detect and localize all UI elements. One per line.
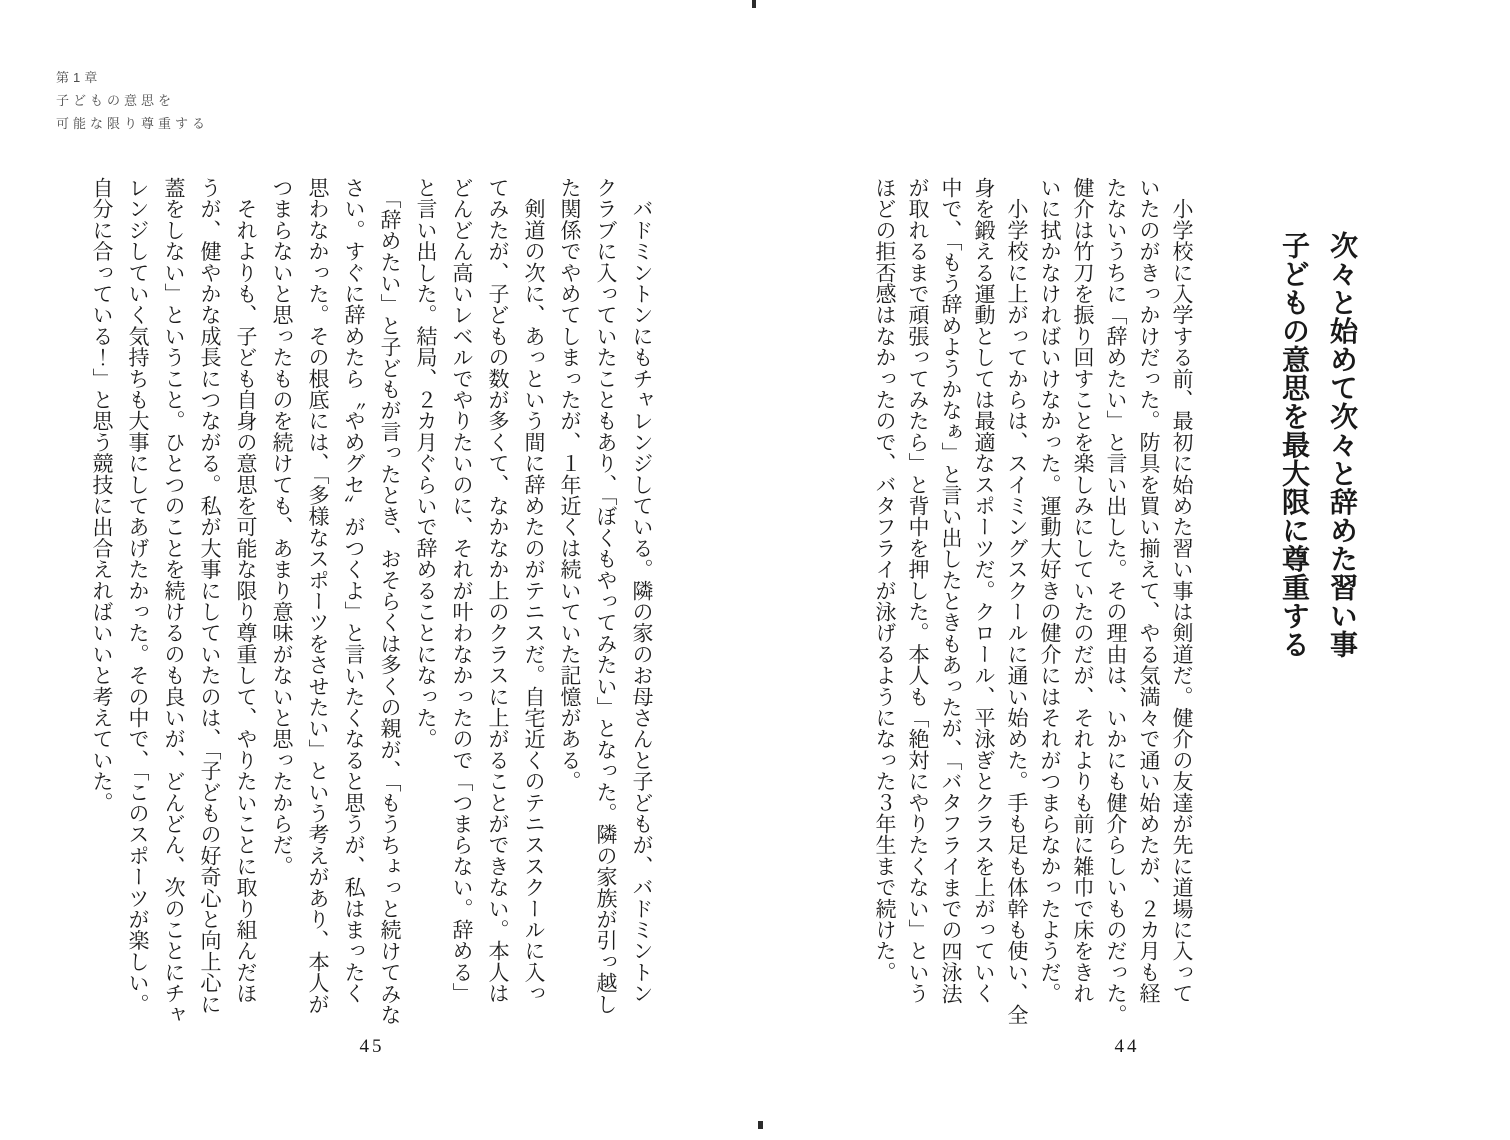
text-line: 剣道の次に、あっという間に辞めたのがテニスだ。自宅近くのテニススクールに入っ [522,177,546,1004]
text-line: 中で、「もう辞めようかなぁ」と言い出したときもあったが、「バタフライまでの四泳法 [939,177,963,1004]
center-trim-mark-top [752,0,756,8]
text-line: 小学校に入学する前、最初に始めた習い事は剣道だ。健介の友達が先に道場に入って [1170,177,1194,1004]
running-head-line-2: 子どもの意思を [56,93,176,108]
text-line: 健介は竹刀を振り回すことを楽しみにしていたのだが、それよりも前に雑巾で床をきれ [1071,177,1095,1004]
text-line: うが、健やかな成長につながる。私が大事にしていたのは、「子どもの好奇心と向上心に [198,177,222,1015]
text-line: と言い出した。結局、２カ月ぐらいで辞めることになった。 [414,177,438,750]
center-trim-mark-bottom [758,1121,763,1129]
running-head-line-3: 可能な限り尊重する [56,116,210,131]
body-text-page-45 [84,177,660,1033]
text-line: つまらないと思ったものを続けても、あまり意味がないと思ったからだ。 [270,177,294,877]
text-line: 「辞めたい」と子どもが言ったとき、おそらくは多くの親が、「もうちょっと続けてみな [378,177,402,1026]
text-line: た関係でやめてしまったが、１年近くは続いていた記憶がある。 [558,177,582,792]
text-line: レンジしていく気持ちも大事にしてあげたかった。その中で、「このスポーツが楽しい。 [126,177,150,1015]
text-line: たないうちに「辞めたい」と言い出した。その理由は、いかにも健介らしいものだった。 [1104,177,1128,1025]
text-line: が取れるまで頑張ってみたら」と背中を押した。本人も「絶対にやりたくない」という [906,177,930,1004]
text-line: てみたが、子どもの数が多くて、なかなか上のクラスに上がることができない。本人は [486,177,510,1004]
page-number-45: 45 [359,1036,385,1057]
page-number-44: 44 [1114,1036,1140,1057]
text-line: クラブに入っていたこともあり、「ぼくもやってみたい」となった。隣の家族が引っ越し [594,177,618,1015]
text-line: バドミントンにもチャレンジしている。隣の家のお母さんと子どもが、バドミントン [630,177,654,1004]
text-line: さい。すぐに辞めたら〝やめグセ〟がつくよ」と言いたくなると思うが、私はまったく [342,177,366,1004]
text-line: 小学校に上がってからは、スイミングスクールに通い始めた。手も足も体幹も使い、全 [1005,177,1029,1026]
section-title-line-2: 子どもの意思を最大限に尊重する [1279,231,1310,659]
text-line: いに拭かなければいけなかった。運動大好きの健介にはそれがつまらなかったようだ。 [1038,177,1062,1004]
text-line: 蓋をしない」ということ。ひとつのことを続けるのも良いが、どんどん、次のことにチャ [162,177,186,1025]
section-title-line-1: 次々と始めて次々と辞めた習い事 [1327,231,1358,659]
text-line: ほどの拒否感はなかったので、バタフライが泳げるようになった３年生まで続けた。 [873,177,897,983]
section-title [1270,231,1366,671]
running-head [56,66,209,135]
text-line: 思わなかった。その根底には、「多様なスポーツをさせたい」という考えがあり、本人が [306,177,330,1015]
text-line: いたのがきっかけだった。防具を買い揃えて、やる気満々で通い始めたが、２カ月も経 [1137,177,1161,1004]
text-line: 身を鍛える運動としては最適なスポーツだ。クロール、平泳ぎとクラスを上がっていく [972,177,996,1004]
text-line: 自分に合っている！」と思う競技に出合えればいいと考えていた。 [90,177,114,813]
running-head-chapter: 第1章 [56,70,102,85]
text-line: それよりも、子ども自身の意思を可能な限り尊重して、やりたいことに取り組んだほ [234,177,258,1004]
text-line: どんどん高いレベルでやりたいのに、それが叶わなかったので「つまらない。辞める」 [450,177,474,1004]
body-text-page-44 [868,177,1198,1033]
